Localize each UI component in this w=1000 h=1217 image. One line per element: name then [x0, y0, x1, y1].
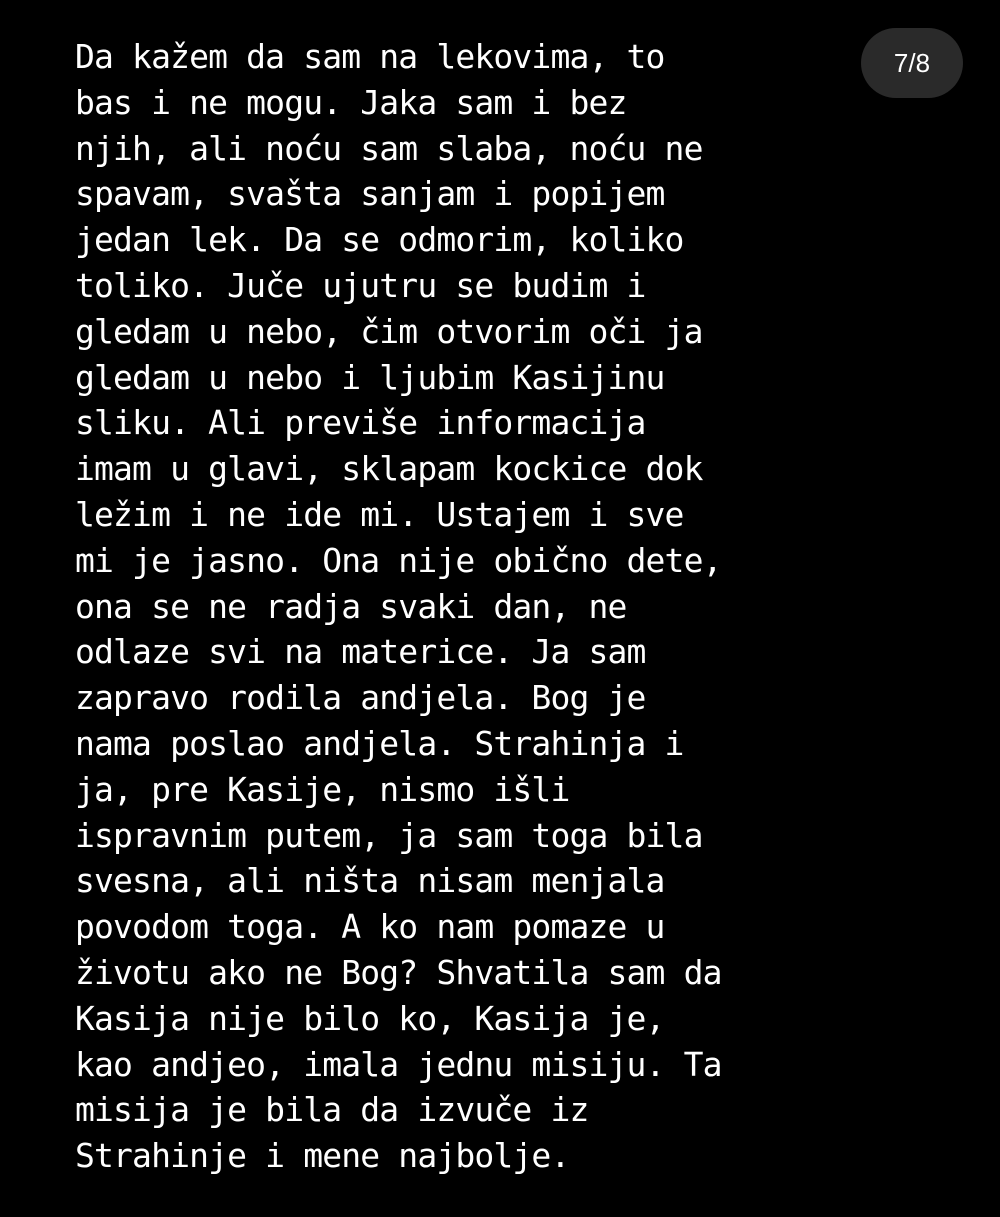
- story-line: Strahinje i mene najbolje.: [75, 1136, 570, 1176]
- story-line: povodom toga. A ko nam pomaze u: [75, 907, 665, 947]
- story-line: ona se ne radja svaki dan, ne: [75, 586, 627, 626]
- story-line: bas i ne mogu. Jaka sam i bez: [75, 82, 627, 122]
- story-line: odlaze svi na materice. Ja sam: [75, 632, 646, 672]
- story-line: nama poslao andjela. Strahinja i: [75, 723, 684, 763]
- story-line: zapravo rodila andjela. Bog je: [75, 678, 646, 718]
- story-line: misija je bila da izvuče iz: [75, 1090, 589, 1130]
- story-page-counter: 7/8: [861, 28, 963, 98]
- story-line: gledam u nebo i ljubim Kasijinu: [75, 357, 665, 397]
- story-line: toliko. Juče ujutru se budim i: [75, 265, 646, 305]
- story-line: gledam u nebo, čim otvorim oči ja: [75, 311, 703, 351]
- story-line: jedan lek. Da se odmorim, koliko: [75, 220, 684, 260]
- story-line: životu ako ne Bog? Shvatila sam da: [75, 952, 722, 992]
- story-line: mi je jasno. Ona nije obično dete,: [75, 540, 722, 580]
- story-line: ispravnim putem, ja sam toga bila: [75, 815, 703, 855]
- story-line: spavam, svašta sanjam i popijem: [75, 174, 665, 214]
- story-line: svesna, ali ništa nisam menjala: [75, 861, 665, 901]
- story-line: ja, pre Kasije, nismo išli: [75, 769, 570, 809]
- story-line: sliku. Ali previše informacija: [75, 403, 646, 443]
- story-line: ležim i ne ide mi. Ustajem i sve: [75, 494, 684, 534]
- story-line: Kasija nije bilo ko, Kasija je,: [75, 998, 665, 1038]
- story-line: imam u glavi, sklapam kockice dok: [75, 449, 703, 489]
- story-text: [75, 34, 975, 1179]
- story-line: Da kažem da sam na lekovima, to: [75, 37, 665, 76]
- story-line: njih, ali noću sam slaba, noću ne: [75, 128, 703, 168]
- story-line: kao andjeo, imala jednu misiju. Ta: [75, 1044, 722, 1084]
